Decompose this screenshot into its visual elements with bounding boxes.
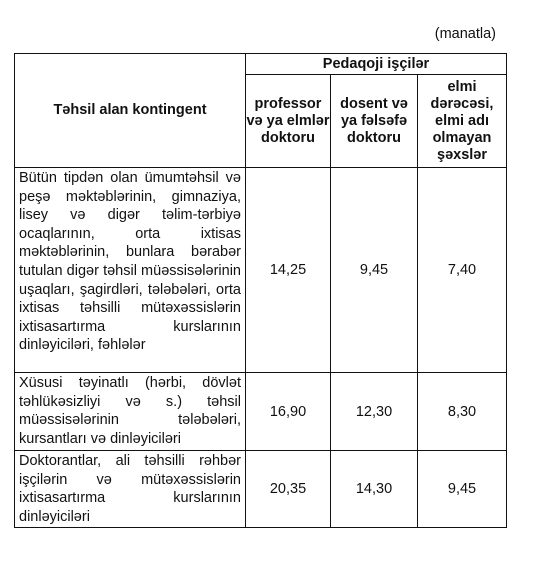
contingent-header: Təhsil alan kontingent — [15, 54, 246, 168]
table-row — [15, 168, 507, 373]
table-row — [15, 373, 507, 451]
table-row — [15, 451, 507, 528]
value-cell: 9,45 — [418, 451, 507, 528]
row-label: Xüsusi təyinatlı (hərbi, dövlət təhlükəsizliyi və s.) təhsil müəssisələrinin tələbələri, kursantları və dinləyiciləri — [15, 373, 246, 451]
unit-note: (manatla) — [434, 26, 496, 42]
column-header-docent: dosent və ya fəlsəfə doktoru — [331, 75, 418, 168]
value-cell: 14,25 — [246, 168, 331, 373]
value-cell: 9,45 — [331, 168, 418, 373]
value-cell: 12,30 — [331, 373, 418, 451]
pedagogical-staff-header: Pedaqoji işçilər — [246, 54, 507, 75]
salary-table — [14, 53, 507, 528]
row-label: Bütün tipdən olan ümumtəhsil və peşə məktəblərinin, gimnaziya, lisey və digər təlim-tərbiyə ocaqlarının, orta ixtisas məktəblərinin, bunlara bərabər tutulan digər təhsil müəssisələrinin uşaqları, şagirdləri, tələbələri, orta ixtisas təhsilli mütəxəssislərin ixtisasartırma kurslarının dinləyiciləri, fəhlələr — [15, 168, 246, 373]
column-header-professor: professor və ya elmlər doktoru — [246, 75, 331, 168]
value-cell: 20,35 — [246, 451, 331, 528]
row-label: Doktorantlar, ali təhsilli rəhbər işçilərin və mütəxəssislərin ixtisasartırma kurslarının dinləyiciləri — [15, 451, 246, 528]
column-header-no-degree: elmi dərəcəsi, elmi adı olmayan şəxslər — [418, 75, 507, 168]
value-cell: 14,30 — [331, 451, 418, 528]
value-cell: 7,40 — [418, 168, 507, 373]
value-cell: 8,30 — [418, 373, 507, 451]
value-cell: 16,90 — [246, 373, 331, 451]
